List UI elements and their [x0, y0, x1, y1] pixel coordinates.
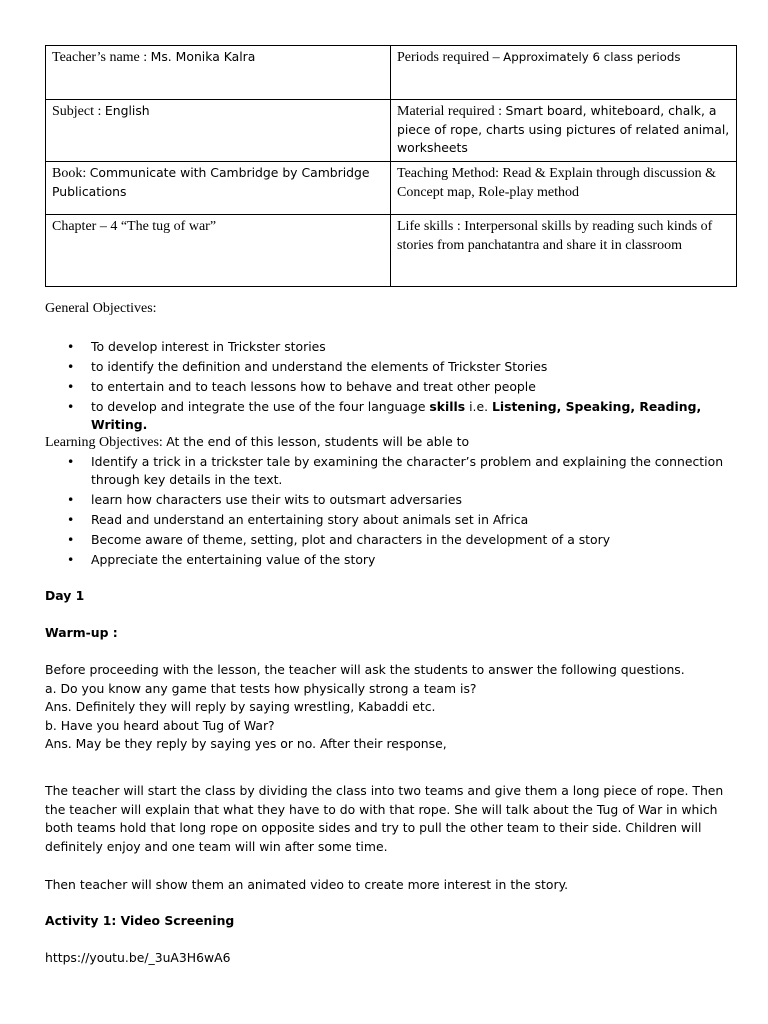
chapter-title: Chapter – 4 “The tug of war” — [52, 219, 217, 234]
teacher-name-label: Teacher’s name : — [52, 50, 151, 65]
warmup-questions — [45, 661, 725, 754]
book-cell — [46, 162, 391, 215]
teaching-method-label: Teaching Method: — [397, 166, 503, 181]
warmup-heading: Warm-up : — [45, 625, 118, 640]
life-skills-label: Life skills : — [397, 219, 465, 234]
general-objectives-list — [45, 338, 745, 436]
video-paragraph: Then teacher will show them an animated video to create more interest in the story. — [45, 877, 569, 892]
chapter-cell — [46, 215, 391, 287]
list-item: • To develop interest in Trickster stories — [67, 339, 326, 354]
day-heading: Day 1 — [45, 588, 85, 603]
life-skills-cell — [391, 215, 737, 287]
teaching-method-value: Read & Explain through discussion & Concept map, Role-play method — [397, 166, 717, 200]
lesson-info-table — [45, 45, 737, 287]
periods-cell — [391, 46, 737, 100]
list-item: • to identify the definition and understand the elements of Trickster Stories — [67, 359, 548, 374]
material-value: Smart board, whiteboard, chalk, a piece of rope, charts using pictures of related animal, worksheets — [397, 103, 730, 155]
teacher-name-cell — [46, 46, 391, 100]
list-item: • learn how characters use their wits to outsmart adversaries — [67, 492, 462, 507]
book-value: Communicate with Cambridge by Cambridge Publications — [52, 165, 370, 199]
teaching-method-cell — [391, 162, 737, 215]
material-label: Material required : — [397, 104, 506, 119]
teacher-name-value: Ms. Monika Kalra — [150, 49, 256, 64]
life-skills-value: Interpersonal skills by reading such kinds of stories from panchatantra and share it in classroom — [397, 219, 713, 253]
book-label: Book: — [52, 166, 90, 181]
periods-label: Periods required – — [397, 50, 504, 65]
answer-a: Ans. Definitely they will reply by saying wrestling, Kabaddi etc. — [45, 699, 436, 714]
video-link[interactable]: https://youtu.be/_3uA3H6wA6 — [45, 950, 231, 965]
list-item: • Appreciate the entertaining value of the story — [67, 552, 376, 567]
question-a: a. Do you know any game that tests how physically strong a team is? — [45, 680, 477, 696]
material-cell — [391, 100, 737, 162]
periods-value: Approximately 6 class periods — [503, 50, 681, 64]
subject-cell — [46, 100, 391, 162]
answer-b: Ans. May be they reply by saying yes or no. After their response, — [45, 736, 447, 751]
activity-heading: Activity 1: Video Screening — [45, 913, 235, 928]
activity-paragraph: The teacher will start the class by dividing the class into two teams and give them a long piece of rope. Then the teacher will explain that what they have to do with that rope. She will talk about the Tug of War in which both teams hold that long rope on opposite sides and try to pull the other team to their side. Children will definitely enjoy and one team will win after some time. — [45, 783, 724, 854]
warmup-intro: Before proceeding with the lesson, the teacher will ask the students to answer the following questions. — [45, 662, 685, 677]
subject-value: English — [104, 103, 150, 118]
list-item: • Read and understand an entertaining story about animals set in Africa — [67, 512, 529, 527]
question-b: b. Have you heard about Tug of War? — [45, 717, 275, 733]
list-item: • to entertain and to teach lessons how to behave and treat other people — [67, 379, 536, 394]
subject-label: Subject : — [52, 104, 105, 119]
list-item: • Identify a trick in a trickster tale by examining the character’s problem and explaining the connection through key details in the text. — [67, 454, 724, 487]
general-objectives-heading: General Objectives: — [45, 301, 157, 316]
learning-objectives-list — [45, 453, 725, 571]
learning-objectives-heading: Learning Objectives: At the end of this lesson, students will be able to — [45, 434, 470, 450]
list-item: • to develop and integrate the use of the four language skills i.e. Listening, Speaking, Reading, Writing. — [67, 399, 702, 432]
list-item: • Become aware of theme, setting, plot and characters in the development of a story — [67, 532, 611, 547]
